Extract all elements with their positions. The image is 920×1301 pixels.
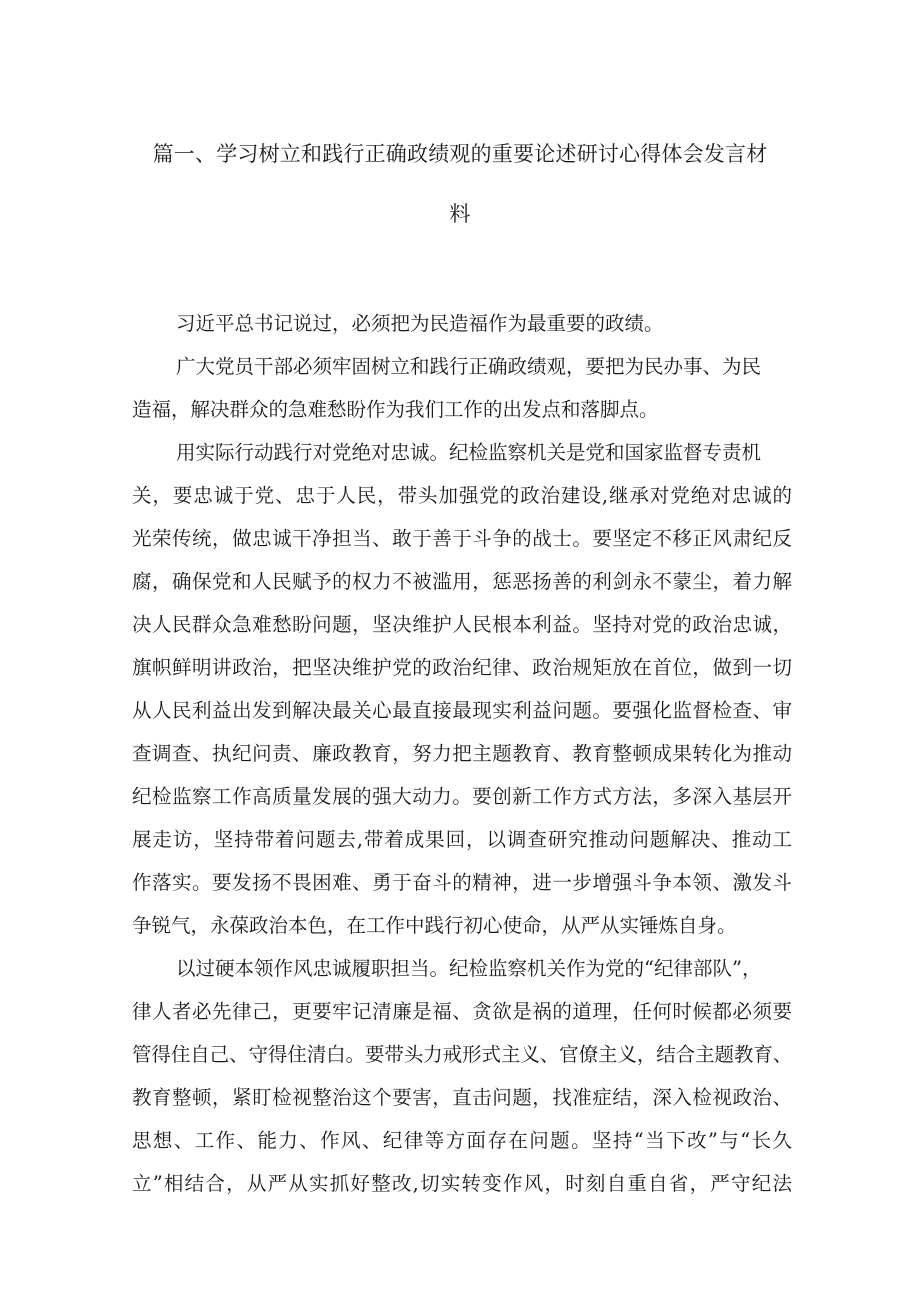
paragraph-4-line: 律人者必先律己，更要牢记清廉是福、贪欲是祸的道理，任何时候都必须要 bbox=[132, 1000, 792, 1023]
document-title-line-1: 篇一、学习树立和践行正确政绩观的重要论述研讨心得体会发言材 bbox=[152, 142, 768, 166]
paragraph-2-line: 广大党员干部必须牢固树立和践行正确政绩观，要把为民办事、为民 bbox=[176, 355, 762, 378]
paragraph-3-line: 从人民利益出发到解决最关心最直接最现实利益问题。要强化监督检查、审 bbox=[132, 699, 792, 722]
paragraph-3-line: 作落实。要发扬不畏困难、勇于奋斗的精神，进一步增强斗争本领、激发斗 bbox=[132, 871, 792, 894]
paragraph-3-line: 旗帜鲜明讲政治，把坚决维护党的政治纪律、政治规矩放在首位，做到一切 bbox=[132, 656, 792, 679]
paragraph-4-line: 思想、工作、能力、作风、纪律等方面存在问题。坚持“当下改”与“长久 bbox=[132, 1129, 792, 1152]
paragraph-2-line: 造福，解决群众的急难愁盼作为我们工作的出发点和落脚点。 bbox=[132, 398, 659, 421]
paragraph-3-line: 展走访，坚持带着问题去,带着成果回，以调查研究推动问题解决、推动工 bbox=[132, 828, 792, 851]
paragraph-3-line: 争锐气，永葆政治本色，在工作中践行初心使命，从严从实锤炼自身。 bbox=[132, 914, 737, 937]
paragraph-3-line: 腐，确保党和人民赋予的权力不被滥用，惩恶扬善的利剑永不蒙尘，着力解 bbox=[132, 570, 792, 593]
paragraph-3-line: 关，要忠诚于党、忠于人民，带头加强党的政治建设,继承对党绝对忠诚的 bbox=[132, 484, 792, 507]
document-title-line-2: 料 bbox=[449, 202, 471, 226]
paragraph-3-line: 决人民群众急难愁盼问题，坚决维护人民根本利益。坚持对党的政治忠诚， bbox=[132, 613, 792, 636]
paragraph-3-line: 查调查、执纪问责、廉政教育，努力把主题教育、教育整顿成果转化为推动 bbox=[132, 742, 792, 765]
paragraph-4-line: 立”相结合，从严从实抓好整改,切实转变作风，时刻自重自省，严守纪法 bbox=[132, 1172, 792, 1195]
paragraph-3-line: 光荣传统，做忠诚干净担当、敢于善于斗争的战士。要坚定不移正风肃纪反 bbox=[132, 527, 792, 550]
paragraph-4-line: 以过硬本领作风忠诚履职担当。纪检监察机关作为党的“纪律部队”， bbox=[176, 957, 762, 980]
paragraph-3-line: 用实际行动践行对党绝对忠诚。纪检监察机关是党和国家监督专责机 bbox=[176, 441, 762, 464]
paragraph-3-line: 纪检监察工作高质量发展的强大动力。要创新工作方式方法，多深入基层开 bbox=[132, 785, 792, 808]
paragraph-4-line: 管得住自己、守得住清白。要带头力戒形式主义、官僚主义，结合主题教育、 bbox=[132, 1043, 792, 1066]
paragraph-4-line: 教育整顿，紧盯检视整治这个要害，直击问题，找准症结，深入检视政治、 bbox=[132, 1086, 792, 1109]
paragraph-1-line: 习近平总书记说过，必须把为民造福作为最重要的政绩。 bbox=[176, 312, 664, 335]
